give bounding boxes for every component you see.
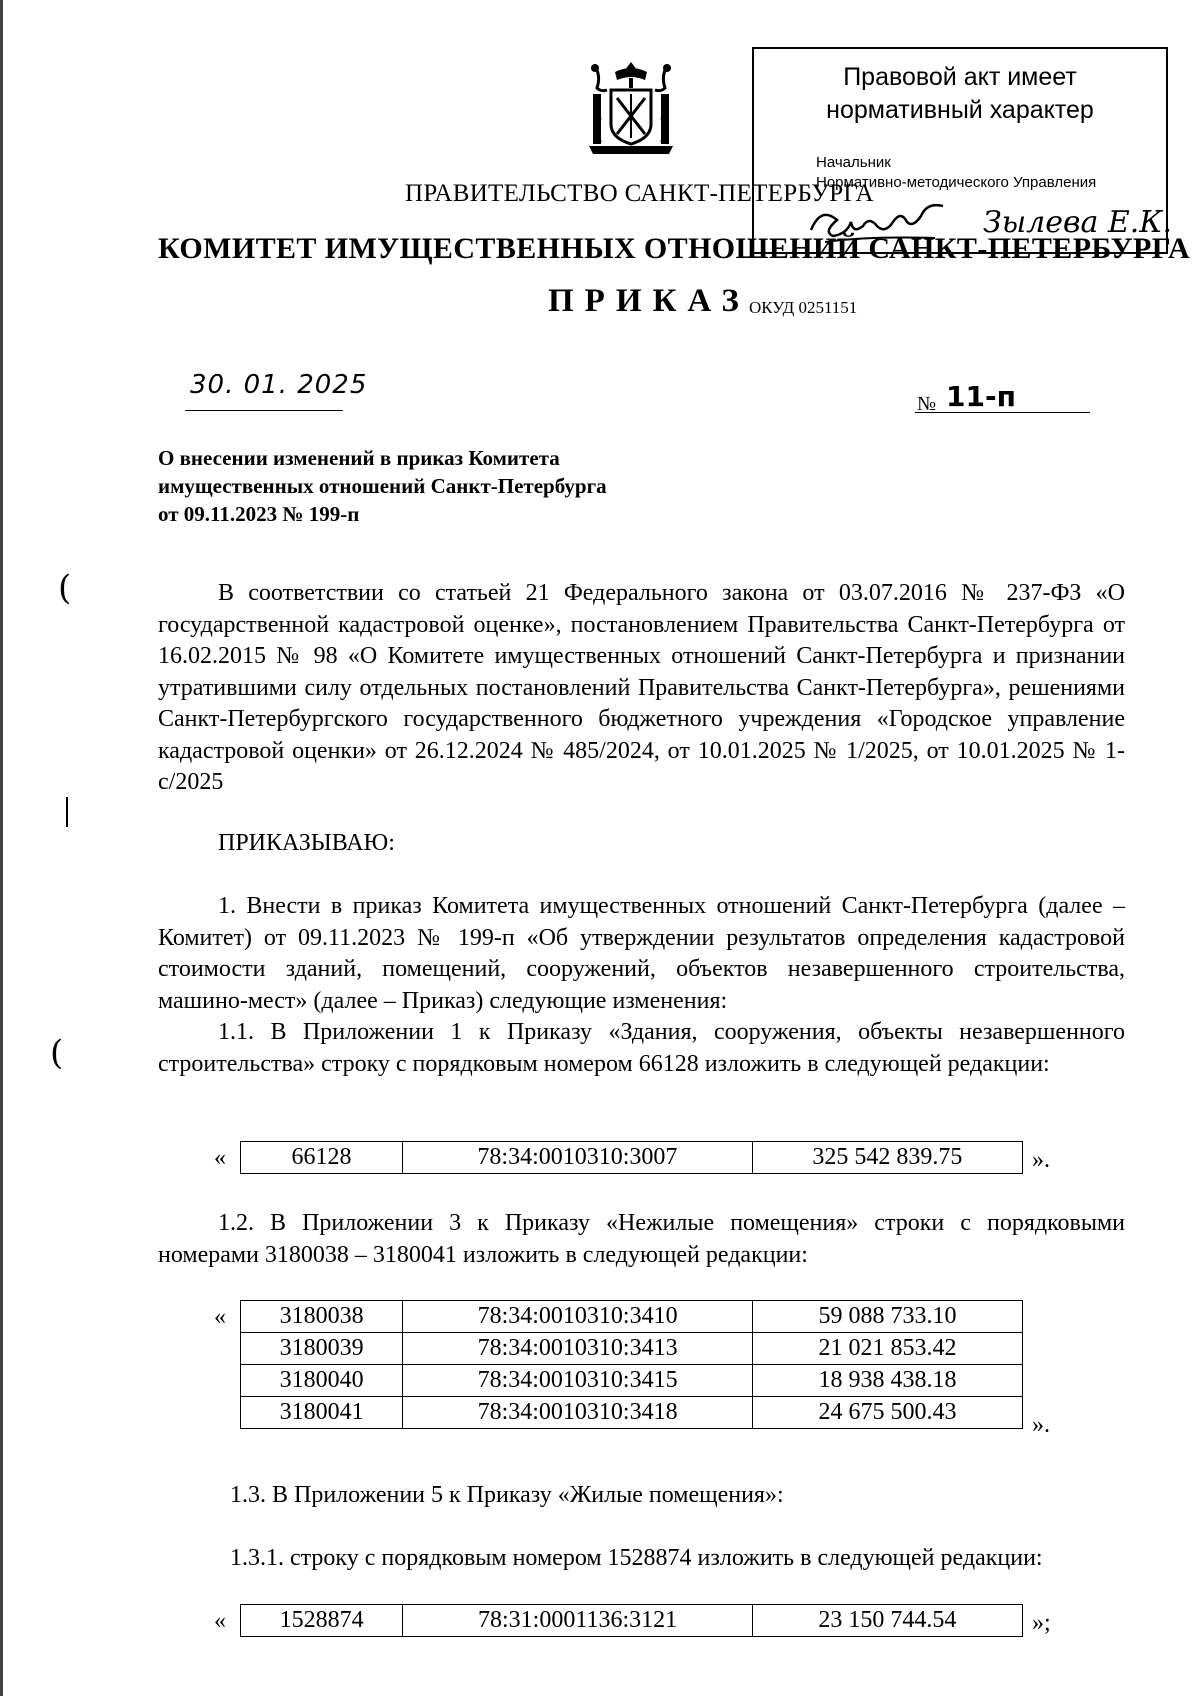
- stamp-title: Правовой акт имеет нормативный характер: [826, 63, 1094, 124]
- table-cell: 78:34:0010310:3007: [403, 1142, 753, 1174]
- table-row: [241, 1397, 1023, 1429]
- table-cell: 1528874: [241, 1605, 403, 1637]
- table-cell: 325 542 839.75: [752, 1142, 1022, 1174]
- number-underline: [915, 412, 1090, 413]
- document-date: 30. 01. 2025: [190, 370, 368, 400]
- quote-close: ».: [1032, 1147, 1050, 1173]
- stamp-position: Начальник Нормативно-методического Управления: [816, 154, 1097, 191]
- document-type: ПРИКАЗ: [548, 283, 750, 319]
- table-cell: 3180039: [241, 1333, 403, 1365]
- committee-title: КОМИТЕТ ИМУЩЕСТВЕННЫХ ОТНОШЕНИЙ САНКТ-ПЕТЕРБУРГА: [158, 232, 1191, 265]
- table-cell: 66128: [241, 1142, 403, 1174]
- handwritten-name: Зылева Е.К.: [983, 205, 1173, 240]
- document-subject: О внесении изменений в приказ Комитета имущественных отношений Санкт-Петербурга от 09.11.2023 № 199-п: [158, 446, 607, 526]
- table-row: [241, 1142, 1023, 1174]
- item-1-3-1: 1.3.1. строку с порядковым номером 1528874 изложить в следующей редакции:: [230, 1545, 1043, 1571]
- table-cell: 78:34:0010310:3418: [403, 1397, 753, 1429]
- order-word: ПРИКАЗЫВАЮ:: [218, 830, 395, 856]
- table-cell: 59 088 733.10: [752, 1301, 1022, 1333]
- table-row: [241, 1365, 1023, 1397]
- quote-open: «: [214, 1304, 226, 1330]
- table-cell: 3180040: [241, 1365, 403, 1397]
- preamble-paragraph: В соответствии со статьей 21 Федерального закона от 03.07.2016 № 237-ФЗ «О государственной кадастровой оценке», постановлением Правительства Санкт-Петербурга от 16.02.2015 № 98 «О Комитете имущественных отношений Санкт-Петербурга и признании утратившими силу отдельных постановлений Правительства Санкт-Петербурга», решениями Санкт-Петербургского государственного бюджетного учреждения «Городское управление кадастровой оценки» от 26.12.2024 № 485/2024, от 10.01.2025 № 1/2025, от 10.01.2025 № 1-с/2025: [158, 580, 1125, 795]
- table-cell: 21 021 853.42: [752, 1333, 1022, 1365]
- table-cell: 78:34:0010310:3410: [403, 1301, 753, 1333]
- table-cell: 24 675 500.43: [752, 1397, 1022, 1429]
- quote-close: »;: [1032, 1610, 1051, 1636]
- table-row: [241, 1301, 1023, 1333]
- government-title: ПРАВИТЕЛЬСТВО САНКТ-ПЕТЕРБУРГА: [405, 180, 874, 207]
- coat-of-arms-emblem: [585, 58, 677, 158]
- table-cell: 3180038: [241, 1301, 403, 1333]
- item-1-2: 1.2. В Приложении 3 к Приказу «Нежилые помещения» строки с порядковыми номерами 3180038 – 3180041 изложить в следующей редакции:: [158, 1210, 1125, 1268]
- quote-close: ».: [1032, 1412, 1050, 1438]
- cadastral-table-3: [240, 1604, 1023, 1637]
- quote-open: «: [214, 1145, 226, 1171]
- table-cell: 18 938 438.18: [752, 1365, 1022, 1397]
- margin-mark: (: [50, 1033, 64, 1073]
- item-1-3: 1.3. В Приложении 5 к Приказу «Жилые помещения»:: [230, 1482, 784, 1508]
- quote-open: «: [214, 1608, 226, 1634]
- cadastral-table-2: [240, 1300, 1023, 1429]
- item-1-1: 1.1. В Приложении 1 к Приказу «Здания, сооружения, объекты незавершенного строительства» строку с порядковым номером 66128 изложить в следующей редакции:: [158, 1019, 1125, 1077]
- table-cell: 78:31:0001136:3121: [403, 1605, 753, 1637]
- table-row: [241, 1333, 1023, 1365]
- table-row: [241, 1605, 1023, 1637]
- table-cell: 78:34:0010310:3413: [403, 1333, 753, 1365]
- cadastral-table-1: [240, 1141, 1023, 1174]
- margin-mark: (: [58, 568, 72, 608]
- okud-code: ОКУД 0251151: [749, 298, 858, 317]
- table-cell: 78:34:0010310:3415: [403, 1365, 753, 1397]
- document-number: 11-п: [946, 380, 1016, 413]
- table-cell: 23 150 744.54: [752, 1605, 1022, 1637]
- number-label: №: [917, 393, 937, 415]
- item-1: 1. Внести в приказ Комитета имущественных отношений Санкт-Петербурга (далее – Комитет) от 09.11.2023 № 199-п «Об утверждении результатов определения кадастровой стоимости зданий, помещений, сооружений, объектов незавершенного строительства, машино-мест» (далее – Приказ) следующие изменения:: [158, 893, 1125, 1014]
- date-underline: [185, 410, 343, 411]
- table-cell: 3180041: [241, 1397, 403, 1429]
- scan-edge: [0, 0, 3, 1696]
- margin-mark: [66, 797, 68, 827]
